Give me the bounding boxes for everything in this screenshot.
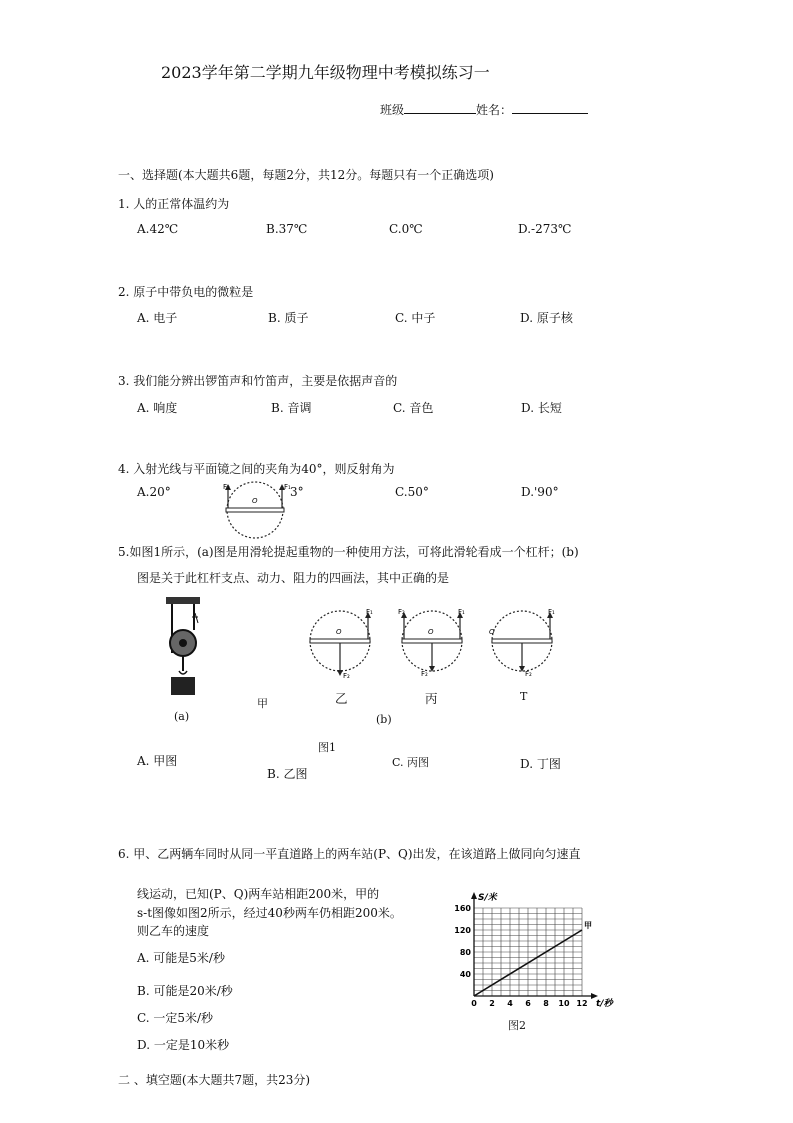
label-f2: F₂ [223,483,230,491]
question-stem-line1: 5.如图1所示，(a)图是用滑轮提起重物的一种使用方法，可将此滑轮看成一个杠杆；(b) [118,545,579,559]
lever-diagram-ding [487,606,557,688]
question-stem: 1. 人的正常体温约为 [118,197,230,211]
option-c: C. 音色 [393,401,434,415]
stray-lever-diagram [222,480,291,542]
name-blank [512,101,588,114]
option-b: 3° [290,485,304,499]
class-label: 班级 [380,103,405,117]
question-stem-line1: 6. 甲、乙两辆车同时从同一平直道路上的两车站(P、Q)出发，在该道路上做同向匀速直 [118,847,581,861]
label-f2: F₂ [398,608,405,616]
pulley-figure [150,595,210,700]
option-b: B. 质子 [268,311,309,325]
lever-diagram-yi [305,606,375,688]
option-d: D.-273℃ [518,222,572,236]
option-d: D. 长短 [521,401,562,415]
option-d: D. 一定是10米秒 [137,1038,230,1052]
y-axis-arrow [471,892,477,899]
question-stem-line2: 图是关于此杠杆支点、动力、阻力的四画法，其中正确的是 [137,571,450,585]
question-stem-line3: s-t图像如图2所示，经过40秒两车仍相距200米。 [137,906,402,920]
x-tick-label: 0 [471,999,477,1008]
figure-a-label: (a) [174,710,190,723]
x-tick-label: 10 [558,999,570,1008]
question-stem-line4: 则乙车的速度 [137,924,210,938]
option-b: B.37℃ [266,222,308,236]
option-d: D. 丁图 [520,757,561,771]
option-a: A. 甲图 [137,754,178,768]
section-heading: 一、选择题(本大题共6题，每题2分，共12分。每题只有一个正确选项) [118,168,494,182]
option-a: A. 电子 [137,311,178,325]
question-stem-line2: 线运动，已知(P、Q)两车站相距200米，甲的 [137,887,380,901]
figure-ding-label: T [520,690,528,703]
question-stem: 4. 入射光线与平面镜之间的夹角为40°，则反射角为 [118,462,395,476]
figure-bing-label: 丙 [425,691,438,706]
y-tick-label: 120 [454,926,471,935]
question-stem: 2. 原子中带负电的微粒是 [118,285,254,299]
label-o: O [428,628,434,636]
section-heading: 二 、填空题(本大题共7题，共23分) [118,1073,311,1087]
label-o: O [252,497,258,505]
chart-xlabel: t/秒 [596,999,613,1009]
figure-caption: 图2 [508,1019,526,1032]
label-f1: F₁ [548,608,555,616]
figure-yi-label: 乙 [335,691,348,706]
x-tick-label: 12 [576,999,588,1008]
lever-diagram-bing [397,606,467,688]
option-b: B. 可能是20米/秒 [137,984,233,998]
series-label: 甲 [584,921,592,930]
x-tick-label: 8 [543,999,549,1008]
option-c: C.0℃ [389,222,423,236]
figure-jia-label: 甲 [257,697,268,710]
chart-grid [474,908,582,996]
figure-caption: 图1 [318,741,336,754]
y-tick-label: 40 [459,970,471,979]
x-tick-label: 4 [507,999,513,1008]
label-o: O [336,628,342,636]
figure-b-label: (b) [376,713,392,726]
option-a: A.42℃ [137,222,179,236]
label-f1: F₁ [284,483,291,491]
option-c: C. 丙图 [392,756,430,769]
class-blank [404,101,476,114]
chart-ylabel: S/米 [478,893,497,903]
x-tick-label: 2 [489,999,495,1008]
label-f2: F₂ [343,672,350,680]
option-c: C. 中子 [395,311,436,325]
label-f2: F₂ [525,670,532,678]
option-d: D. 原子核 [520,311,573,325]
option-d: D.'90° [521,485,559,499]
label-f2: F₂ [421,670,428,678]
label-f1: F₁ [366,608,373,616]
option-c: C.50° [395,485,429,499]
option-a: A.20° [137,485,171,499]
question-stem: 3. 我们能分辨出锣笛声和竹笛声，主要是依据声音的 [118,374,398,388]
option-b: B. 音调 [271,401,312,415]
label-f1: F₁ [458,608,465,616]
label-o: O [489,628,495,636]
name-label: 姓名： [476,103,513,117]
option-a: A. 响度 [137,401,178,415]
option-b: B. 乙图 [267,767,308,781]
y-tick-label: 160 [454,904,471,913]
st-chart [448,888,613,1016]
x-tick-label: 6 [525,999,531,1008]
y-tick-label: 80 [459,948,471,957]
option-a: A. 可能是5米/秒 [137,951,225,965]
option-c: C. 一定5米/秒 [137,1011,214,1025]
student-info [380,101,588,118]
page-title: 2023学年第二学期九年级物理中考模拟练习一 [161,63,490,82]
